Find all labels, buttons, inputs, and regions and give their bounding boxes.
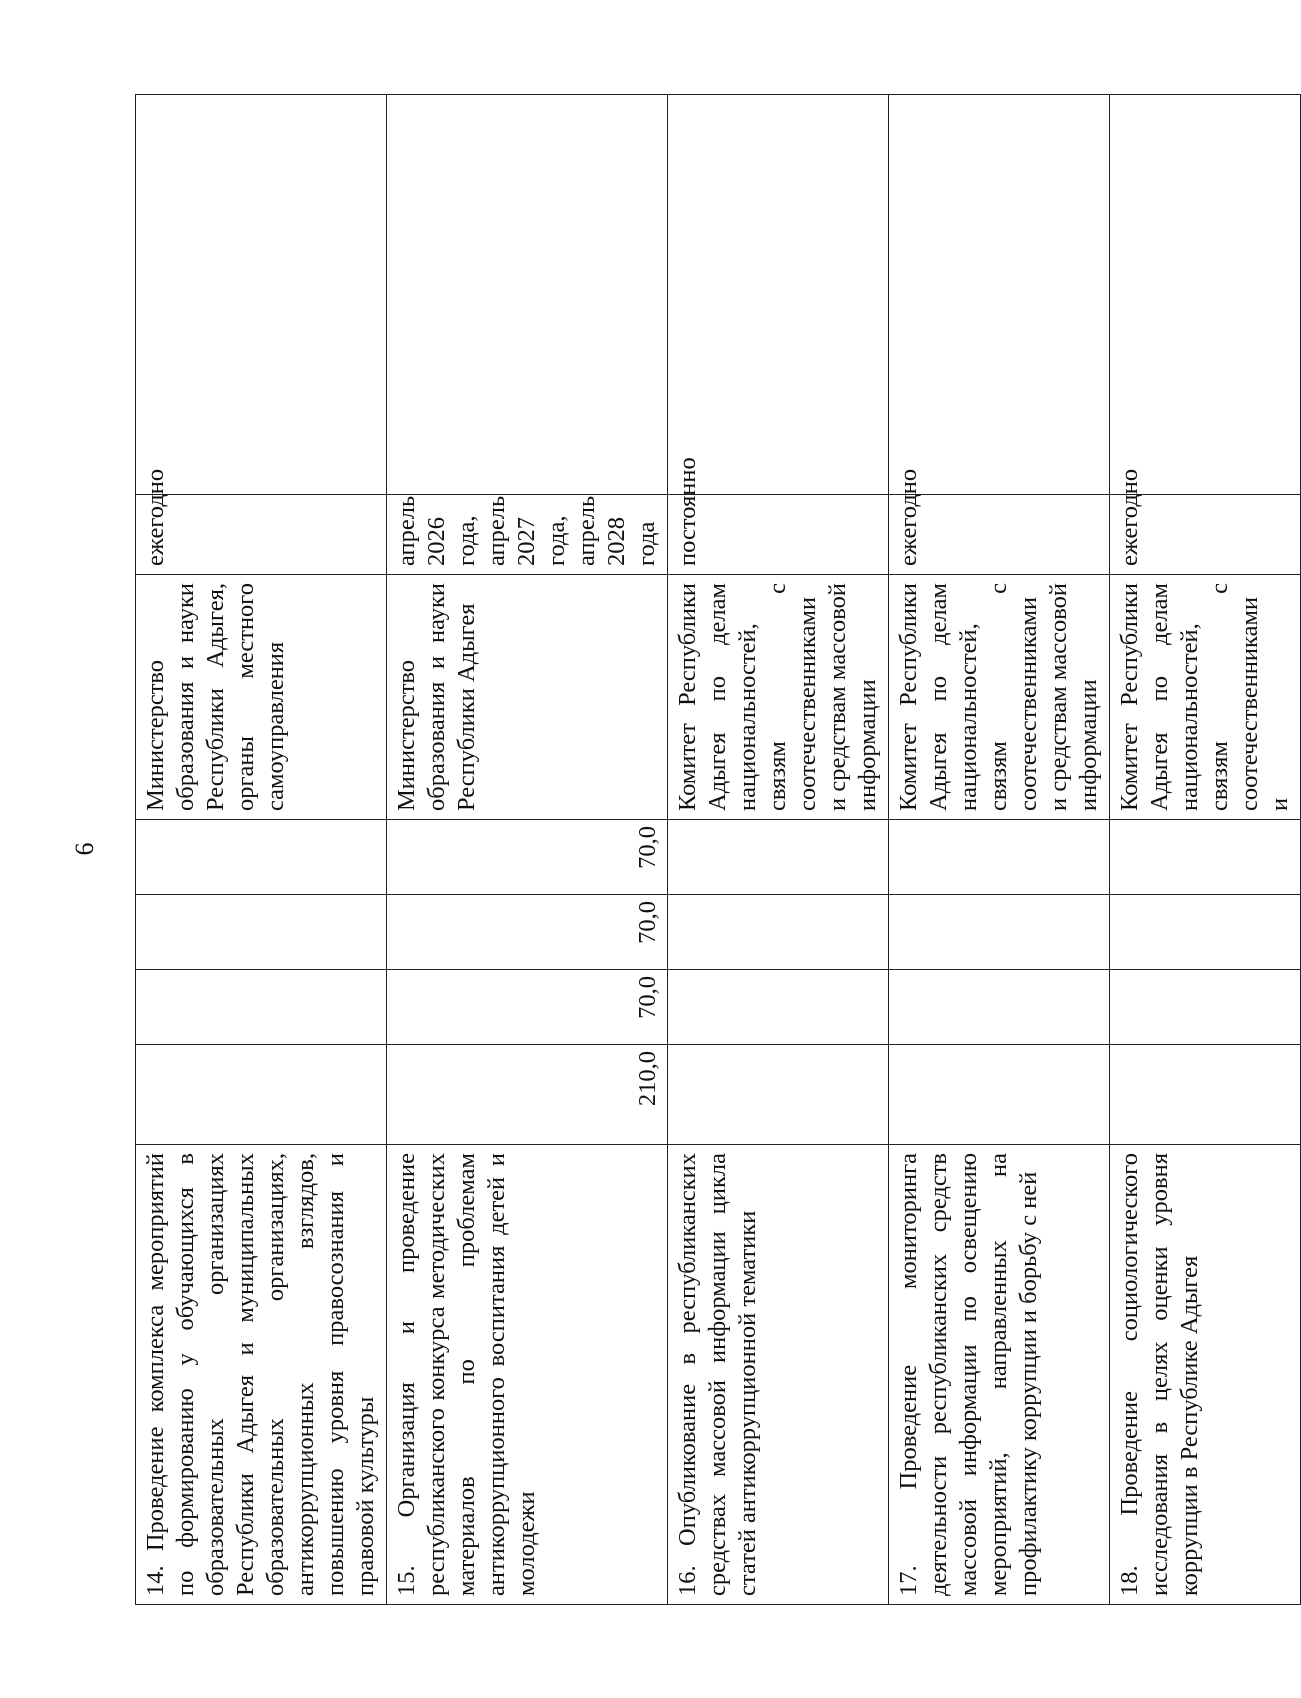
event-cell: 15. Организация и проведение республиканского конкурса методических материалов по проблемам антикоррупционного воспитания детей и молодежи <box>387 1145 668 1605</box>
table-row <box>668 95 889 1605</box>
table-row <box>1110 95 1301 1605</box>
amount-2027-cell <box>889 895 1110 970</box>
amount-2027-cell: 70,0 <box>387 895 668 970</box>
amount-2026-cell <box>1110 970 1301 1045</box>
amount-2026-cell <box>668 970 889 1045</box>
event-cell: 14. Проведение комплекса мероприятий по формированию у обучающихся в образовательных организациях Республики Адыгея и муниципальных образовательных организациях, антикоррупционных взглядов, повышению уровня правосознания и правовой культуры <box>136 1145 387 1605</box>
amount-2028-cell: 70,0 <box>387 820 668 895</box>
executor-cell: Министерство образования и науки Республики Адыгея <box>387 575 668 820</box>
total-amount-cell: 210,0 <box>387 1045 668 1145</box>
table-row <box>889 95 1110 1605</box>
amount-2026-cell <box>889 970 1110 1045</box>
deadline-cell: ежегодно <box>1110 495 1301 575</box>
total-amount-cell <box>668 1045 889 1145</box>
empty-cell <box>387 95 668 495</box>
empty-cell <box>136 95 387 495</box>
total-amount-cell <box>1110 1045 1301 1145</box>
executor-cell: Министерство образования и науки Республики Адыгея, органы местного самоуправления <box>136 575 387 820</box>
page-number: 6 <box>70 842 99 856</box>
deadline-cell: постоянно <box>668 495 889 575</box>
event-cell: 18. Проведение социологического исследования в целях оценки уровня коррупции в Республике Адыгея <box>1110 1145 1301 1605</box>
executor-cell: Комитет Республики Адыгея по делам национальностей, связям с соотечественниками и средствам массовой информации <box>668 575 889 820</box>
total-amount-cell <box>889 1045 1110 1145</box>
amount-2028-cell <box>668 820 889 895</box>
deadline-cell: ежегодно <box>136 495 387 575</box>
total-amount-cell <box>136 1045 387 1145</box>
table-row <box>387 95 668 1605</box>
executor-cell: Комитет Республики Адыгея по делам национальностей, связям с соотечественниками и <box>1110 575 1301 820</box>
amount-2027-cell <box>1110 895 1301 970</box>
amount-2027-cell <box>668 895 889 970</box>
event-cell: 17. Проведение мониторинга деятельности республиканских средств массовой информации по освещению мероприятий, направленных на профилактику коррупции и борьбу с ней <box>889 1145 1110 1605</box>
empty-cell <box>1110 95 1301 495</box>
empty-cell <box>889 95 1110 495</box>
action-plan-table <box>135 94 1301 1605</box>
amount-2027-cell <box>136 895 387 970</box>
empty-cell <box>668 95 889 495</box>
amount-2028-cell <box>889 820 1110 895</box>
amount-2028-cell <box>136 820 387 895</box>
amount-2028-cell <box>1110 820 1301 895</box>
table-row <box>136 95 387 1605</box>
deadline-cell: ежегодно <box>889 495 1110 575</box>
rotated-table-wrapper <box>135 95 1293 1605</box>
amount-2026-cell: 70,0 <box>387 970 668 1045</box>
event-cell: 16. Опубликование в республиканских средствах массовой информации цикла статей антикоррупционной тематики <box>668 1145 889 1605</box>
amount-2026-cell <box>136 970 387 1045</box>
deadline-cell: апрель 2026 года, апрель 2027 года, апрель 2028 года <box>387 495 668 575</box>
executor-cell: Комитет Республики Адыгея по делам национальностей, связям с соотечественниками и средствам массовой информации <box>889 575 1110 820</box>
